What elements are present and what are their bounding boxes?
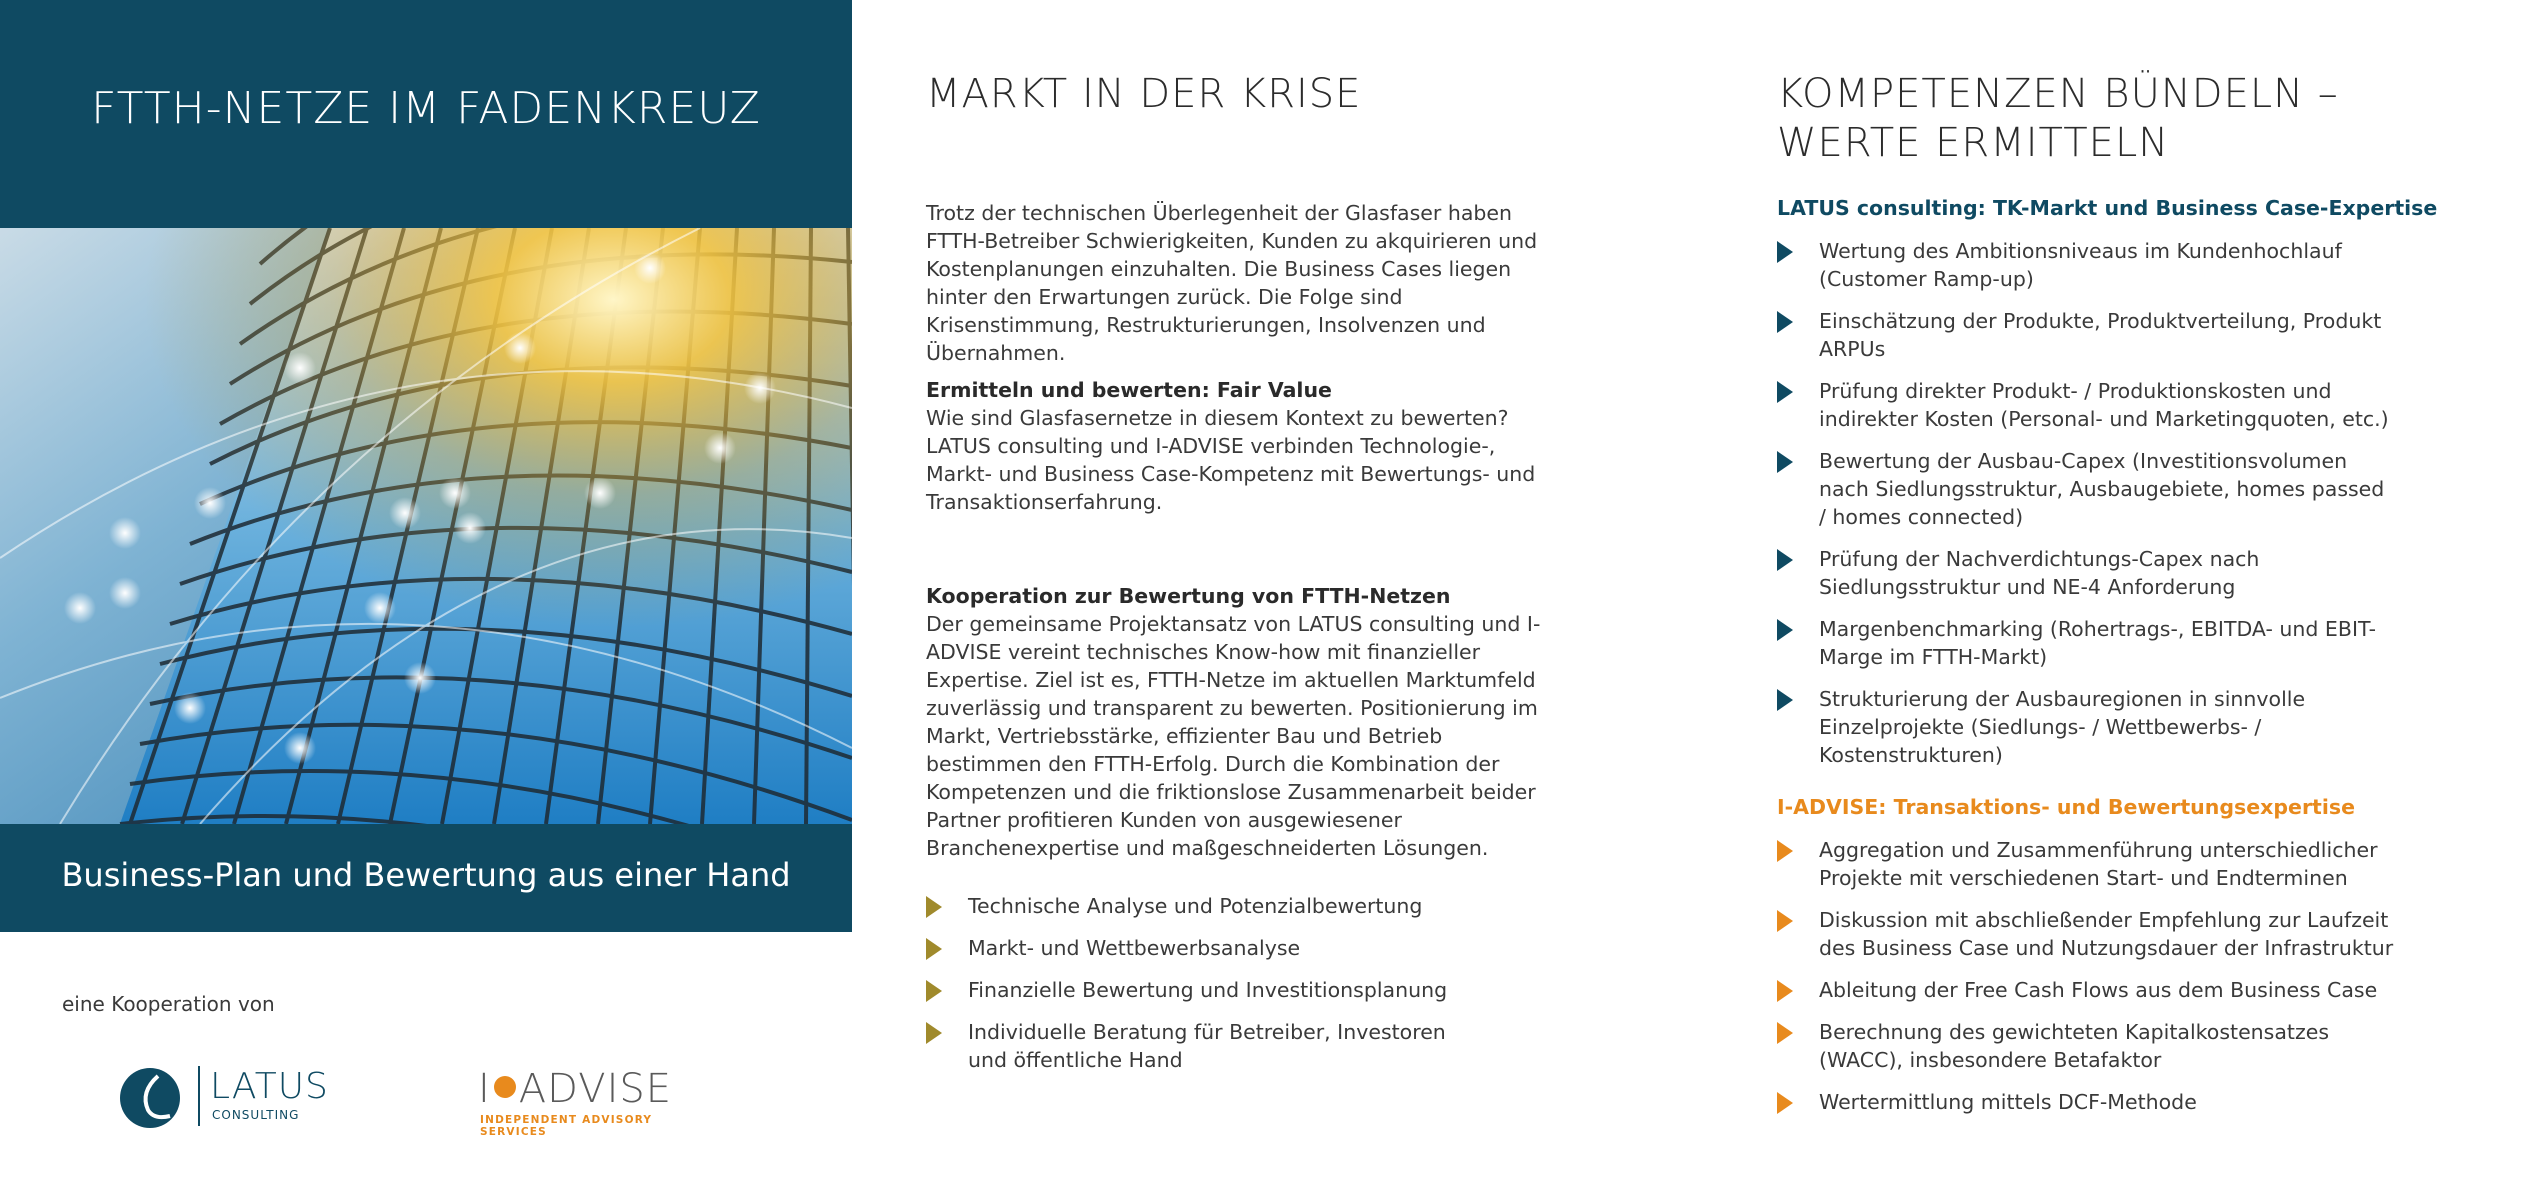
iadvise-section-title: I-ADVISE: Transaktions- und Bewertungsexpertise [1777, 795, 2355, 819]
list-item: Ableitung der Free Cash Flows aus dem Business Case [1777, 976, 2397, 1004]
list-item: Aggregation und Zusammenführung unterschiedlicher Projekte mit verschiedenen Start- und Endterminen [1777, 836, 2397, 892]
list-item: Individuelle Beratung für Betreiber, Investoren und öffentliche Hand [926, 1018, 1486, 1074]
triangle-bullet-icon [1777, 910, 1793, 932]
triangle-bullet-icon [1777, 241, 1793, 263]
cooperation-label: eine Kooperation von [62, 992, 275, 1016]
list-item: Bewertung der Ausbau-Capex (Investitionsvolumen nach Siedlungsstruktur, Ausbaugebiete, homes passed / homes connected) [1777, 447, 2397, 531]
cover-panel [0, 0, 852, 1191]
cooperation-section [926, 582, 1556, 862]
iadvise-list [1777, 836, 2397, 1130]
triangle-bullet-icon [1777, 311, 1793, 333]
iadvise-wordmark: I ADVISE [478, 1066, 673, 1112]
list-item: Wertermittlung mittels DCF-Methode [1777, 1088, 2397, 1116]
list-item: Finanzielle Bewertung und Investitionsplanung [926, 976, 1486, 1004]
glass-facade-image [0, 228, 852, 824]
triangle-bullet-icon [1777, 381, 1793, 403]
triangle-bullet-icon [1777, 1092, 1793, 1114]
orange-dot-icon [494, 1076, 516, 1098]
latus-wordmark: LATUS [210, 1066, 329, 1107]
iadvise-logo [478, 1066, 718, 1138]
service-list [926, 892, 1486, 1088]
list-item: Prüfung der Nachverdichtungs-Capex nach Siedlungsstruktur und NE-4 Anforderung [1777, 545, 2397, 601]
triangle-bullet-icon [1777, 619, 1793, 641]
list-item: Einschätzung der Produkte, Produktverteilung, Produkt ARPUs [1777, 307, 2397, 363]
market-heading: MARKT IN DER KRISE [926, 71, 1362, 117]
triangle-bullet-icon [1777, 1022, 1793, 1044]
list-item: Strukturierung der Ausbauregionen in sinnvolle Einzelprojekte (Siedlungs- / Wettbewerbs- / Kostenstrukturen) [1777, 685, 2397, 769]
competence-heading: KOMPETENZEN BÜNDELN – WERTE ERMITTELN [1777, 71, 2339, 166]
triangle-bullet-icon [926, 980, 942, 1002]
subtitle-banner [0, 824, 852, 932]
triangle-bullet-icon [1777, 689, 1793, 711]
triangle-bullet-icon [926, 1022, 942, 1044]
triangle-bullet-icon [1777, 980, 1793, 1002]
triangle-bullet-icon [1777, 451, 1793, 473]
triangle-bullet-icon [926, 938, 942, 960]
latus-logo [118, 1064, 329, 1132]
building-photo [0, 228, 852, 824]
fair-value-title: Ermitteln und bewerten: Fair Value [926, 378, 1332, 402]
iadvise-subtitle: INDEPENDENT ADVISORY SERVICES [480, 1114, 653, 1138]
latus-subtitle: CONSULTING [212, 1108, 300, 1122]
list-item: Prüfung direkter Produkt- / Produktionskosten und indirekter Kosten (Personal- und Marketingquoten, etc.) [1777, 377, 2397, 433]
cooperation-text: Der gemeinsame Projektansatz von LATUS consulting und I-ADVISE vereint technisches Know-how mit finanzieller Expertise. Ziel ist es, FTTH-Netze im aktuellen Marktumfeld zuverlässig und transparent zu bewerten. Positionierung im Markt, Vertriebsstärke, effizienter Bau und Betrieb bestimmen den FTTH-Erfolg. Durch die Kombination der Kompetenzen und die friktionslose Zusammenarbeit beider Partner profitieren Kunden von ausgewiesener Branchenexpertise und maßgeschneiderten Lösungen. [926, 612, 1541, 860]
triangle-bullet-icon [926, 896, 942, 918]
subtitle: Business-Plan und Bewertung aus einer Hand [61, 856, 791, 894]
latus-list [1777, 237, 2397, 783]
market-intro: Trotz der technischen Überlegenheit der Glasfaser haben FTTH-Betreiber Schwierigkeiten, Kunden zu akquirieren und Kostenplanungen einzuhalten. Die Business Cases liegen hinter den Erwartungen zurück. Die Folge sind Krisenstimmung, Restrukturierungen, Insolvenzen und Übernahmen. [926, 201, 1538, 365]
fair-value-text: Wie sind Glasfasernetze in diesem Kontext zu bewerten? LATUS consulting und I-ADVISE verbinden Technologie-, Markt- und Business Case-Kompetenz mit Bewertungs- und Transaktionserfahrung. [926, 406, 1536, 514]
list-item: Berechnung des gewichteten Kapitalkostensatzes (WACC), insbesondere Betafaktor [1777, 1018, 2397, 1074]
latus-emblem-icon [118, 1066, 182, 1130]
fair-value-section [926, 376, 1556, 516]
triangle-bullet-icon [1777, 840, 1793, 862]
cooperation-title: Kooperation zur Bewertung von FTTH-Netzen [926, 584, 1451, 608]
list-item: Margenbenchmarking (Rohertrags-, EBITDA- und EBIT-Marge im FTTH-Markt) [1777, 615, 2397, 671]
triangle-bullet-icon [1777, 549, 1793, 571]
list-item: Wertung des Ambitionsniveaus im Kundenhochlauf (Customer Ramp-up) [1777, 237, 2397, 293]
list-item: Technische Analyse und Potenzialbewertung [926, 892, 1486, 920]
page-title: FTTH-NETZE IM FADENKREUZ [91, 83, 761, 134]
list-item: Diskussion mit abschließender Empfehlung zur Laufzeit des Business Case und Nutzungsdauer der Infrastruktur [1777, 906, 2397, 962]
list-item: Markt- und Wettbewerbsanalyse [926, 934, 1486, 962]
latus-section-title: LATUS consulting: TK-Markt und Business Case-Expertise [1777, 196, 2438, 220]
title-banner [0, 0, 852, 228]
